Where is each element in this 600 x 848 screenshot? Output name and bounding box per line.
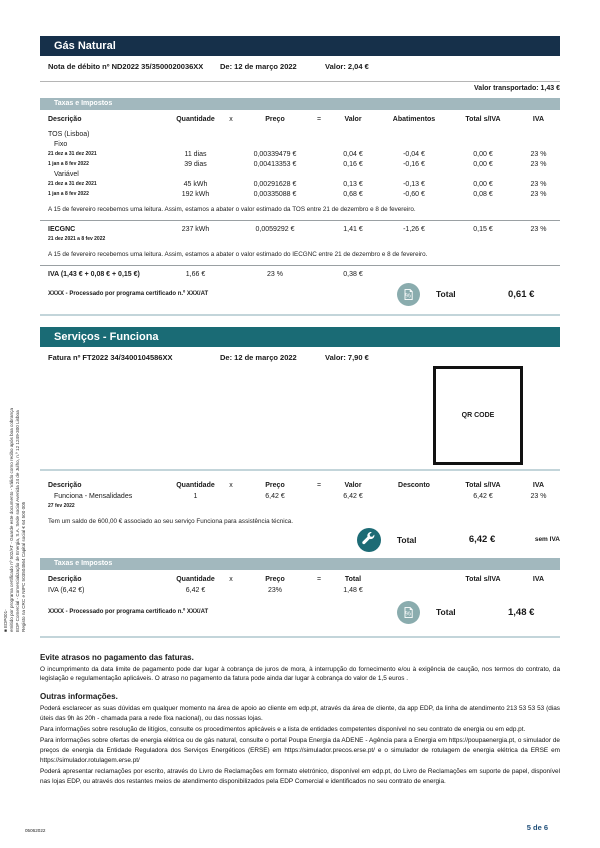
qr-code-label: QR CODE xyxy=(461,411,495,419)
cell-value: 0,13 € xyxy=(343,181,363,188)
gas-iva-table xyxy=(40,270,560,280)
cell-price: 0,00339479 € xyxy=(253,151,297,158)
sem-iva-label: sem IVA xyxy=(534,536,560,543)
table-row xyxy=(40,160,560,170)
total-label: Total xyxy=(436,607,456,617)
cell-value: 0,04 € xyxy=(343,151,363,158)
table-header-row xyxy=(40,480,560,492)
gas-section-title: Gás Natural xyxy=(54,40,116,52)
divider xyxy=(40,81,560,82)
cell-price: 0,00413353 € xyxy=(253,161,297,168)
services-section-title: Serviços - Funciona xyxy=(54,330,159,343)
services-tax-total-amount: 1,48 € xyxy=(508,606,535,618)
gas-doc-value: Valor: 2,04 € xyxy=(325,62,369,71)
gas-section xyxy=(40,36,560,316)
services-doc-number: Fatura nº FT2022 34/3400104586XX xyxy=(48,352,173,362)
equals-operator: = xyxy=(316,481,322,489)
col-total: Total xyxy=(344,575,362,583)
gas-tax-table xyxy=(40,114,560,200)
cell-price: 0,00291628 € xyxy=(253,181,297,188)
cell-total: 0,08 € xyxy=(473,191,493,198)
cell-total: 0,00 € xyxy=(473,161,493,168)
cell-qty: 1,66 € xyxy=(185,271,206,278)
services-taxes-bar: Taxas e Impostos xyxy=(40,558,560,570)
col-quantidade: Quantidade xyxy=(176,575,215,583)
cell-discount: -0,04 € xyxy=(403,151,425,158)
iva-label: IVA (6,42 €) xyxy=(48,587,85,594)
page-number: 5 de 6 xyxy=(526,823,548,832)
cell-qty: 237 kWh xyxy=(181,226,210,233)
col-preco: Preço xyxy=(265,575,285,583)
col-preco: Preço xyxy=(265,481,285,489)
table-row xyxy=(40,492,560,502)
col-total-siva: Total s/IVA xyxy=(465,481,501,489)
col-iva: IVA xyxy=(532,116,545,123)
gas-doc-number: Nota de débito nº ND2022 35/3500020036XX xyxy=(48,62,204,71)
cell-value: 1,41 € xyxy=(343,226,363,233)
col-descricao: Descrição xyxy=(48,116,82,123)
tax-document-icon xyxy=(397,283,420,306)
side-text-line: emitido por programa certificado nº 502/AT - Guarde este documento - Válido como recibo após boa cobrança xyxy=(9,408,14,632)
late-payment-heading: Evite atrasos no pagamento das faturas. xyxy=(40,652,194,662)
multiply-operator: x xyxy=(229,116,233,123)
table-row xyxy=(40,235,560,245)
side-text-line: EDP Comercial - Comercialização de Energia, S.A. Sede social Avenida 24 de Julho, n.º 12 1249-300 Lisboa xyxy=(15,410,20,632)
services-section-header xyxy=(40,327,560,347)
col-preco: Preço xyxy=(265,116,285,123)
info-section xyxy=(40,653,560,787)
divider xyxy=(40,265,560,266)
dispute-resolution-text: Para informações sobre resolução de litígios, consulte os procedimentos aplicáveis e a lista de entidades competentes disponível no seu contrato de energia ou em edp.pt. xyxy=(40,726,526,734)
col-quantidade: Quantidade xyxy=(176,116,215,123)
tax-document-icon xyxy=(397,601,420,624)
other-info-heading: Outras informações. xyxy=(40,692,118,702)
iecgnc-reading-note: A 15 de fevereiro recebemos uma leitura. Assim, estamos a abater o valor estimado do IECGNC entre 21 de dezembro e 8 de fevereiro. xyxy=(48,250,428,258)
cell-qty: 11 dias xyxy=(184,151,207,158)
col-valor: Valor xyxy=(344,116,362,123)
cell-total: 0,00 € xyxy=(473,151,493,158)
svg-text:%: % xyxy=(405,291,411,299)
subgroup-label: Fixo xyxy=(54,141,68,148)
tos-reading-note: A 15 de fevereiro recebemos uma leitura. Assim, estamos a abater o valor estimado da TOS entre 21 de dezembro e 8 de fevereiro. xyxy=(48,205,416,213)
cell-price: 6,42 € xyxy=(265,493,285,500)
gas-doc-date: De: 12 de março 2022 xyxy=(220,62,297,71)
cell-qty: 45 kWh xyxy=(183,181,208,188)
table-row xyxy=(40,190,560,200)
group-label: TOS (Lisboa) xyxy=(48,131,90,138)
services-doc-line xyxy=(40,353,560,362)
customer-support-text: Poderá esclarecer as suas dúvidas em qualquer momento na área de apoio ao cliente em edp.pt, através da área de cliente, da app EDP, da linha de atendimento 213 53 53 53 (dias úteis das 9h às 20h - chamada para a rede fixa nacional), ou das nossas lojas. xyxy=(40,705,560,723)
services-doc-value: Valor: 7,90 € xyxy=(325,352,369,362)
gas-doc-line xyxy=(40,62,560,71)
col-iva: IVA xyxy=(532,481,545,489)
period-label: 21 dez a 31 dez 2021 xyxy=(48,181,97,187)
equals-operator: = xyxy=(316,116,322,123)
col-quantidade: Quantidade xyxy=(176,481,215,489)
cell-iva: 23 % xyxy=(530,226,547,233)
gas-taxes-bar: Taxas e Impostos xyxy=(40,98,560,110)
complaints-text: Poderá apresentar reclamações por escrito, através do Livro de Reclamações em formato eletrónico, disponível em edp.pt, do Livro de Reclamações em suporte de papel, disponível nas lojas EDP, ou através dos restantes meios de atendimento disponibilizados pela EDP Comercial e identificados no seu contrato de energia. xyxy=(40,767,560,785)
cell-iva: 23 % xyxy=(530,151,547,158)
cell-total: 6,42 € xyxy=(473,493,493,500)
iecgnc-label: IECGNC xyxy=(48,226,76,233)
service-name: Funciona - Mensalidades xyxy=(54,493,133,500)
cell-total: 0,00 € xyxy=(473,181,493,188)
services-total-row xyxy=(40,528,560,552)
period-label: 1 jan a 8 fev 2022 xyxy=(48,161,89,167)
cell-iva: 23 % xyxy=(530,161,547,168)
footer-date-code: 05062022 xyxy=(25,828,46,833)
col-total-siva: Total s/IVA xyxy=(465,575,501,583)
cell-rate: 23% xyxy=(267,587,282,594)
table-row xyxy=(40,170,560,180)
cell-iva: 23 % xyxy=(530,191,547,198)
cell-discount: -0,60 € xyxy=(403,191,425,198)
cell-value: 1,48 € xyxy=(343,587,363,594)
svg-text:%: % xyxy=(405,609,411,617)
table-header-row xyxy=(40,114,560,126)
table-row xyxy=(40,126,560,140)
cell-discount: -0,13 € xyxy=(403,181,425,188)
multiply-operator: x xyxy=(229,481,233,489)
services-tax-total-row xyxy=(40,601,560,624)
total-label: Total xyxy=(436,289,456,299)
cell-iva: 23 % xyxy=(530,493,547,500)
side-text-line: ■ EDP001- xyxy=(3,609,8,632)
table-header-row xyxy=(40,574,560,586)
table-row xyxy=(40,502,560,512)
col-descricao: Descrição xyxy=(48,481,82,489)
total-label: Total xyxy=(396,534,417,545)
period-label: 27 fev 2022 xyxy=(48,503,75,509)
col-descricao: Descrição xyxy=(48,575,82,583)
table-row xyxy=(40,586,560,596)
cell-price: 0,0059292 € xyxy=(255,226,295,233)
cell-price: 0,00335088 € xyxy=(253,191,297,198)
cell-value: 6,42 € xyxy=(343,493,363,500)
cell-total: 0,15 € xyxy=(473,226,493,233)
services-doc-date: De: 12 de março 2022 xyxy=(220,352,297,362)
table-row xyxy=(40,140,560,150)
funciona-balance-note: Tem um saldo de 600,00 € associado ao seu serviço Funciona para assistência técnica. xyxy=(48,517,294,525)
gas-total-amount: 0,61 € xyxy=(508,288,535,300)
col-valor: Valor xyxy=(344,481,362,489)
late-payment-text: O incumprimento da data limite de pagamento pode dar lugar à cobrança de juros de mora, à interrupção do fornecimento e/ou à exigência de caução, nos termos do contrato, da legislação e regulamentação aplicáveis. O atraso no pagamento da fatura pode ainda dar lugar à cobrança do valor de 1,5 euros . xyxy=(40,665,560,683)
cell-value: 0,16 € xyxy=(343,161,363,168)
divider xyxy=(40,220,560,221)
services-section xyxy=(40,327,560,638)
period-label: 21 dez a 31 dez 2021 xyxy=(48,151,97,157)
section-divider xyxy=(40,314,560,316)
cell-rate: 23 % xyxy=(267,271,283,278)
period-label: 1 jan a 8 fev 2022 xyxy=(48,191,89,197)
table-row xyxy=(40,150,560,160)
energy-offers-text: Para informações sobre ofertas de energia elétrica ou de gás natural, consulte o portal Poupa Energia da ADENE - Agência para a Energia em https://poupaenergia.pt, o simulador de preços de energia da Entidade Reguladora dos Serviços Energéticos (ERSE) em https://simulador.precos.erse.pt/ e o simulador de rotulagem de energia elétrica da ERSE em https://simulador.rotulagem.erse.pt/ xyxy=(40,737,560,764)
section-divider xyxy=(40,636,560,638)
cell-qty: 6,42 € xyxy=(185,587,206,594)
period-label: 21 dez 2021 a 8 fev 2022 xyxy=(48,236,106,242)
services-tax-table xyxy=(40,574,560,596)
cell-value: 0,68 € xyxy=(343,191,363,198)
carried-value: Valor transportado: 1,43 € xyxy=(474,85,560,92)
cell-qty: 1 xyxy=(193,493,198,500)
col-total-siva: Total s/IVA xyxy=(465,116,501,123)
table-row xyxy=(40,225,560,235)
col-iva: IVA xyxy=(532,575,545,583)
cell-qty: 192 kWh xyxy=(181,191,210,198)
col-abatimentos: Abatimentos xyxy=(392,116,436,123)
qr-code xyxy=(433,366,523,465)
gas-total-row xyxy=(40,283,560,306)
cell-discount: -1,26 € xyxy=(403,226,425,233)
cell-iva: 23 % xyxy=(530,181,547,188)
cell-discount: -0,16 € xyxy=(403,161,425,168)
certified-program-note: XXXX - Processado por programa certificado n.º XXX/AT xyxy=(48,609,209,615)
side-text-line: Registo na CRC e NIPC 503504564 Capital social € 64 500 005 xyxy=(21,501,26,632)
gas-iecgnc-table xyxy=(40,225,560,245)
cell-qty: 39 dias xyxy=(184,161,207,168)
legal-side-text xyxy=(3,332,27,632)
table-row xyxy=(40,270,560,280)
table-row xyxy=(40,180,560,190)
services-total-amount: 6,42 € xyxy=(468,534,496,545)
gas-section-header xyxy=(40,36,560,56)
subgroup-label: Variável xyxy=(54,171,79,178)
section-divider xyxy=(40,469,560,471)
services-table xyxy=(40,480,560,512)
multiply-operator: x xyxy=(229,575,233,583)
wrench-icon xyxy=(357,528,381,552)
col-desconto: Desconto xyxy=(398,481,430,489)
equals-operator: = xyxy=(316,575,322,583)
iva-label: IVA (1,43 € + 0,08 € + 0,15 €) xyxy=(48,271,140,278)
cell-value: 0,38 € xyxy=(343,271,363,278)
certified-program-note: XXXX - Processado por programa certificado n.º XXX/AT xyxy=(48,291,209,297)
